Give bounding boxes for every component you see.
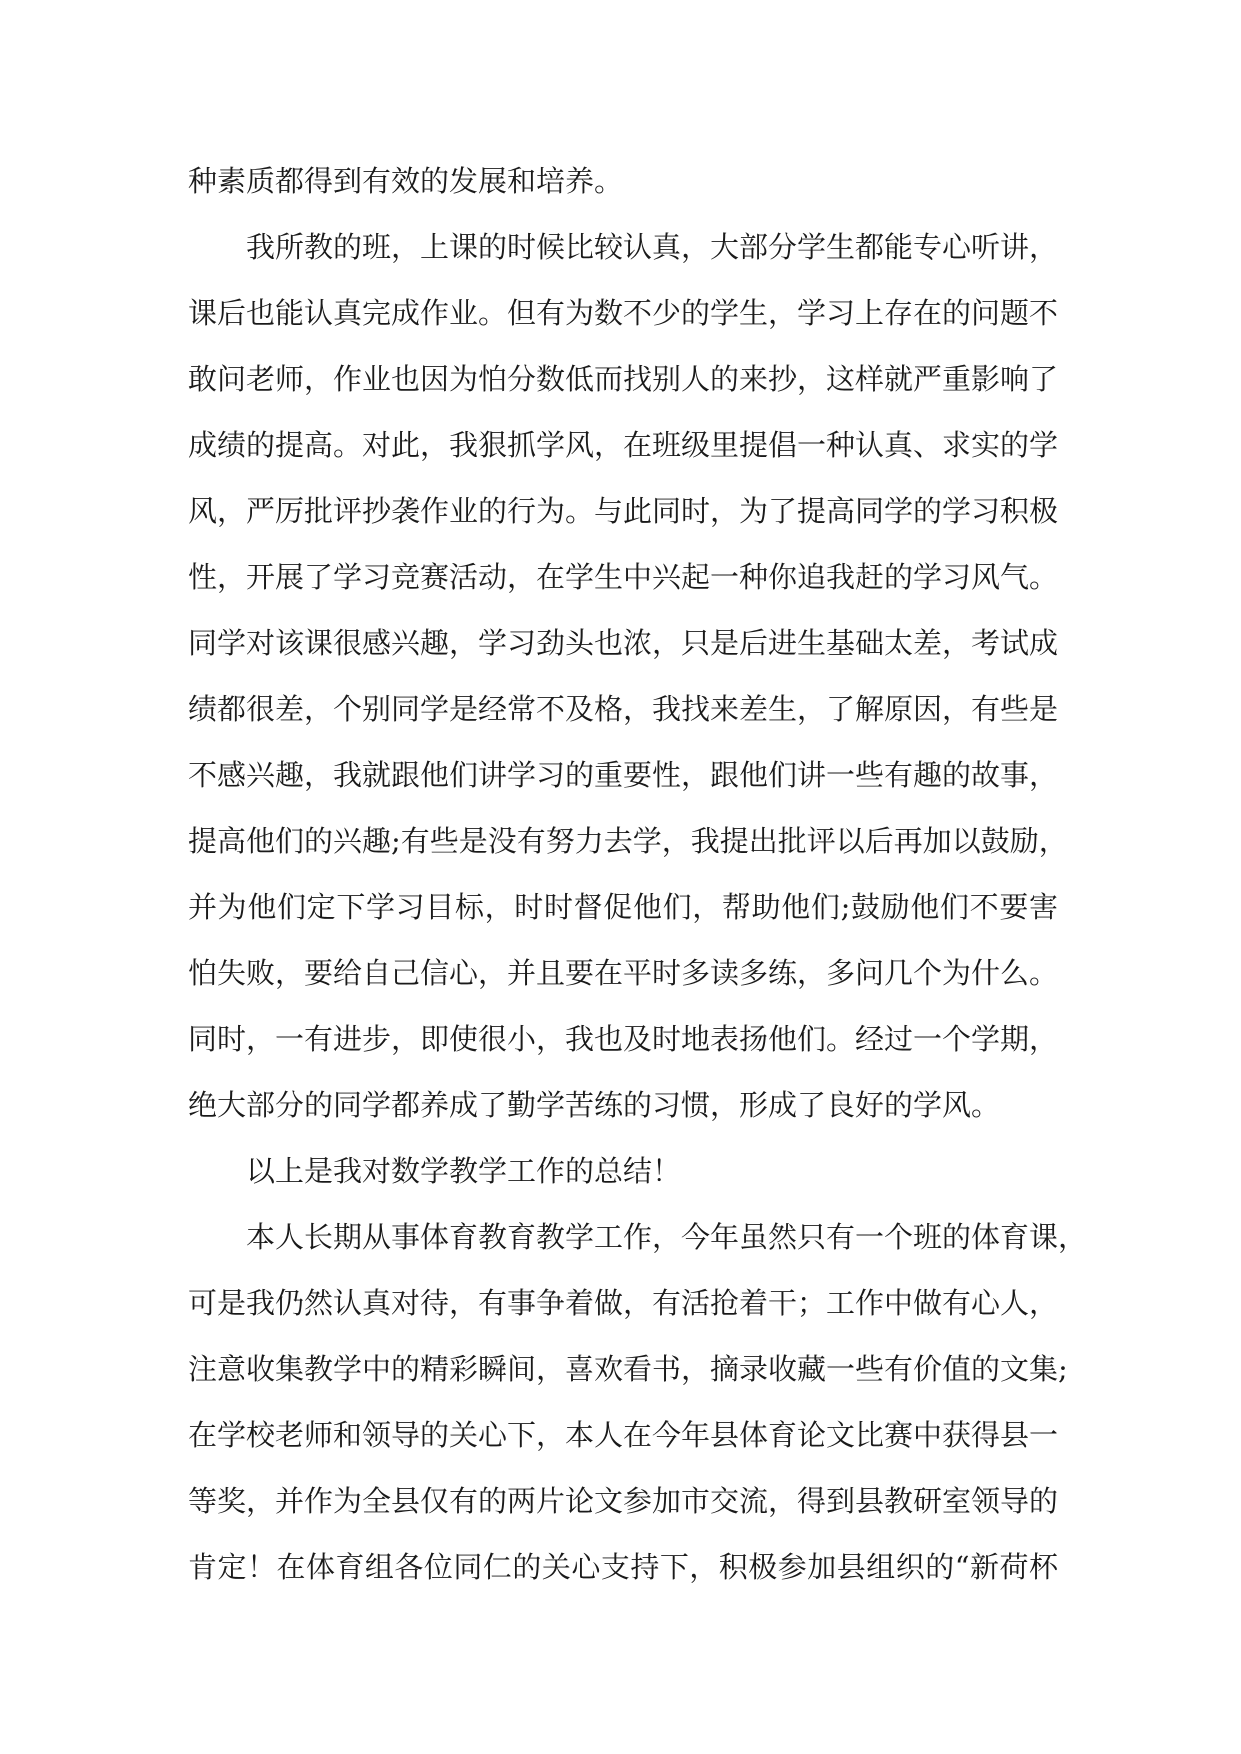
text-line: 绝大部分的同学都养成了勤学苦练的习惯，形成了良好的学风。 (188, 1088, 1001, 1122)
text-line: 绩都很差，个别同学是经常不及格，我找来差生，了解原因，有些是 (188, 692, 1059, 726)
text-line: 成绩的提高。对此，我狠抓学风，在班级里提倡一种认真、求实的学 (188, 428, 1059, 462)
text-line: 课后也能认真完成作业。但有为数不少的学生，学习上存在的问题不 (188, 296, 1059, 330)
text-line: 本人长期从事体育教育教学工作，今年虽然只有一个班的体育课， (246, 1220, 1088, 1254)
text-line: 怕失败，要给自己信心，并且要在平时多读多练，多问几个为什么。 (188, 956, 1059, 990)
text-line: 等奖，并作为全县仅有的两片论文参加市交流，得到县教研室领导的 (188, 1484, 1059, 1518)
text-line: 可是我仍然认真对待，有事争着做，有活抢着干；工作中做有心人， (188, 1286, 1059, 1320)
text-line: 性，开展了学习竞赛活动，在学生中兴起一种你追我赶的学习风气。 (188, 560, 1059, 594)
text-line: 我所教的班，上课的时候比较认真，大部分学生都能专心听讲， (246, 230, 1059, 264)
body-text (188, 155, 1088, 1607)
text-line: 肯定！在体育组各位同仁的关心支持下，积极参加县组织的“新荷杯 (188, 1550, 1058, 1584)
text-line: 种素质都得到有效的发展和培养。 (188, 164, 624, 198)
text-line: 同学对该课很感兴趣，学习劲头也浓，只是后进生基础太差，考试成 (188, 626, 1059, 660)
text-line: 不感兴趣，我就跟他们讲学习的重要性，跟他们讲一些有趣的故事， (188, 758, 1059, 792)
text-line: 并为他们定下学习目标，时时督促他们，帮助他们;鼓励他们不要害 (188, 890, 1058, 924)
text-line: 风，严厉批评抄袭作业的行为。与此同时，为了提高同学的学习积极 (188, 494, 1059, 528)
text-line: 注意收集教学中的精彩瞬间，喜欢看书，摘录收藏一些有价值的文集; (188, 1352, 1068, 1386)
text-line: 在学校老师和领导的关心下，本人在今年县体育论文比赛中获得县一 (188, 1418, 1059, 1452)
text-line: 以上是我对数学教学工作的总结！ (246, 1154, 682, 1188)
text-line: 提高他们的兴趣;有些是没有努力去学，我提出批评以后再加以鼓励， (188, 824, 1068, 858)
text-line: 同时，一有进步，即使很小，我也及时地表扬他们。经过一个学期， (188, 1022, 1059, 1056)
text-line: 敢问老师，作业也因为怕分数低而找别人的来抄，这样就严重影响了 (188, 362, 1059, 396)
